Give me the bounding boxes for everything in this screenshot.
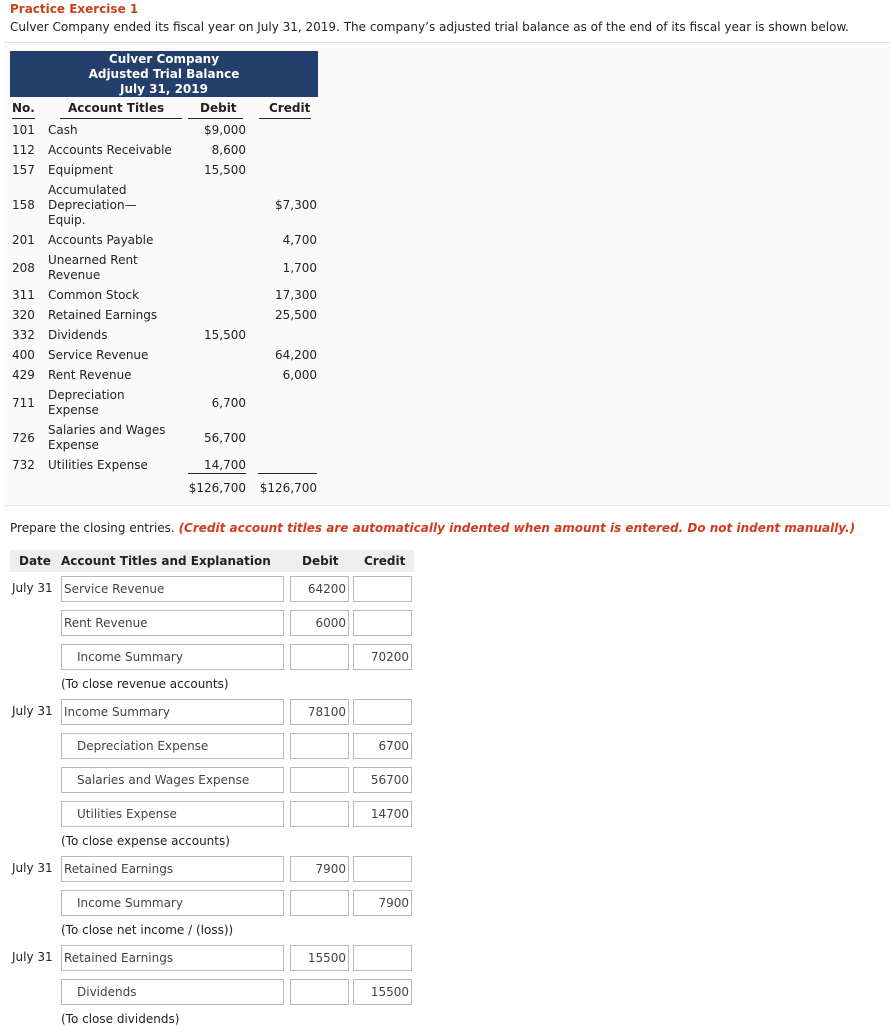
- trial-balance-panel: [4, 42, 890, 506]
- entry-date: July 31: [12, 861, 53, 875]
- debit-amount: 56,700: [204, 430, 246, 445]
- debit-amount: 8,600: [211, 143, 246, 157]
- account-number: 726: [12, 430, 35, 445]
- debit-amount: 15,500: [204, 163, 246, 177]
- debit-input[interactable]: [290, 733, 349, 759]
- account-title: Common Stock: [48, 288, 140, 302]
- account-title-input[interactable]: Utilities Expense: [61, 801, 284, 827]
- debit-input[interactable]: 6000: [290, 610, 349, 636]
- debit-total-rule: [188, 473, 246, 474]
- entry-date: July 31: [12, 581, 53, 595]
- credit-amount: 1,700: [282, 260, 317, 275]
- closing-prompt: [10, 521, 855, 535]
- account-number: 158: [12, 198, 35, 212]
- debit-amount: 6,700: [211, 395, 246, 410]
- account-number: 320: [12, 308, 35, 322]
- account-title: Accumulated Depreciation—Equip.: [48, 183, 137, 227]
- debit-input[interactable]: 64200: [290, 576, 349, 602]
- credit-input[interactable]: 6700: [353, 733, 412, 759]
- debit-input[interactable]: [290, 890, 349, 916]
- company-name: Culver Company: [108, 52, 220, 66]
- debit-input[interactable]: 7900: [290, 856, 349, 882]
- col-head-account: Account Titles: [68, 101, 164, 115]
- account-title: Accounts Receivable: [48, 143, 172, 157]
- account-title: Depreciation Expense: [48, 388, 125, 417]
- credit-input[interactable]: 7900: [353, 890, 412, 916]
- ce-col-debit: Debit: [302, 554, 339, 568]
- col-head-no: No.: [12, 101, 35, 115]
- credit-total-rule: [258, 473, 317, 474]
- credit-input[interactable]: 15500: [353, 979, 412, 1005]
- credit-input[interactable]: [353, 576, 412, 602]
- report-date: July 31, 2019: [120, 82, 208, 96]
- credit-amount: 17,300: [275, 288, 317, 302]
- account-title-input[interactable]: Retained Earnings: [61, 856, 284, 882]
- entry-explanation: (To close net income / (loss)): [61, 923, 234, 937]
- entry-explanation: (To close expense accounts): [61, 834, 230, 848]
- credit-input[interactable]: 14700: [353, 801, 412, 827]
- exercise-title: Practice Exercise 1: [10, 2, 139, 16]
- account-title-input[interactable]: Income Summary: [61, 644, 284, 670]
- prompt-note: (Credit account titles are automatically indented when amount is entered. Do not indent manually.): [178, 521, 856, 535]
- total-credit: $126,700: [259, 481, 317, 495]
- account-title: Rent Revenue: [48, 368, 132, 382]
- credit-amount: 25,500: [275, 308, 317, 322]
- account-number: 711: [12, 395, 35, 410]
- debit-input[interactable]: [290, 767, 349, 793]
- credit-input[interactable]: 56700: [353, 767, 412, 793]
- credit-amount: $7,300: [275, 198, 317, 212]
- credit-input[interactable]: [353, 699, 412, 725]
- ce-col-credit: Credit: [364, 554, 406, 568]
- account-title-input[interactable]: Rent Revenue: [61, 610, 284, 636]
- credit-input[interactable]: [353, 945, 412, 971]
- debit-input[interactable]: [290, 801, 349, 827]
- account-number: 201: [12, 233, 35, 247]
- account-title: Dividends: [48, 328, 108, 342]
- account-title-input[interactable]: Income Summary: [61, 699, 284, 725]
- entry-date: July 31: [12, 704, 53, 718]
- account-title-input[interactable]: Retained Earnings: [61, 945, 284, 971]
- report-name: Adjusted Trial Balance: [88, 67, 240, 81]
- credit-amount: 4,700: [282, 233, 317, 247]
- account-title: Accounts Payable: [48, 233, 154, 247]
- account-title: Equipment: [48, 163, 114, 177]
- account-title: Cash: [48, 123, 78, 137]
- prompt-text: Prepare the closing entries.: [10, 521, 175, 535]
- debit-amount: 14,700: [204, 458, 246, 472]
- account-number: 208: [12, 260, 35, 275]
- account-number: 157: [12, 163, 35, 177]
- credit-input[interactable]: [353, 610, 412, 636]
- credit-input[interactable]: [353, 856, 412, 882]
- credit-amount: 6,000: [282, 368, 317, 382]
- debit-input[interactable]: [290, 979, 349, 1005]
- account-title: Salaries and Wages Expense: [48, 423, 166, 452]
- account-number: 112: [12, 143, 35, 157]
- account-title-input[interactable]: Income Summary: [61, 890, 284, 916]
- account-number: 400: [12, 348, 35, 362]
- exercise-intro: Culver Company ended its fiscal year on July 31, 2019. The company’s adjusted trial balance as of the end of its fiscal year is shown below.: [10, 20, 849, 34]
- ce-col-account: Account Titles and Explanation: [61, 554, 271, 568]
- account-number: 732: [12, 458, 35, 472]
- total-debit: $126,700: [188, 481, 246, 495]
- account-title-input[interactable]: Dividends: [61, 979, 284, 1005]
- entry-explanation: (To close revenue accounts): [61, 677, 229, 691]
- debit-input[interactable]: 78100: [290, 699, 349, 725]
- entry-explanation: (To close dividends): [61, 1012, 180, 1026]
- ce-col-date: Date: [19, 554, 51, 568]
- account-title: Service Revenue: [48, 348, 149, 362]
- account-number: 101: [12, 123, 35, 137]
- account-number: 429: [12, 368, 35, 382]
- account-number: 311: [12, 288, 35, 302]
- trial-balance-header: [10, 51, 318, 97]
- account-title-input[interactable]: Salaries and Wages Expense: [61, 767, 284, 793]
- account-title: Retained Earnings: [48, 308, 158, 322]
- account-title: Utilities Expense: [48, 458, 148, 472]
- col-head-debit: Debit: [200, 101, 237, 115]
- debit-input[interactable]: 15500: [290, 945, 349, 971]
- debit-amount: 15,500: [204, 328, 246, 342]
- account-title-input[interactable]: Depreciation Expense: [61, 733, 284, 759]
- entry-date: July 31: [12, 950, 53, 964]
- debit-amount: $9,000: [204, 123, 246, 137]
- credit-amount: 64,200: [275, 348, 317, 362]
- col-head-credit: Credit: [269, 101, 310, 115]
- account-title-input[interactable]: Service Revenue: [61, 576, 284, 602]
- account-title: Unearned Rent Revenue: [48, 253, 138, 282]
- credit-input[interactable]: 70200: [353, 644, 412, 670]
- debit-input[interactable]: [290, 644, 349, 670]
- account-number: 332: [12, 328, 35, 342]
